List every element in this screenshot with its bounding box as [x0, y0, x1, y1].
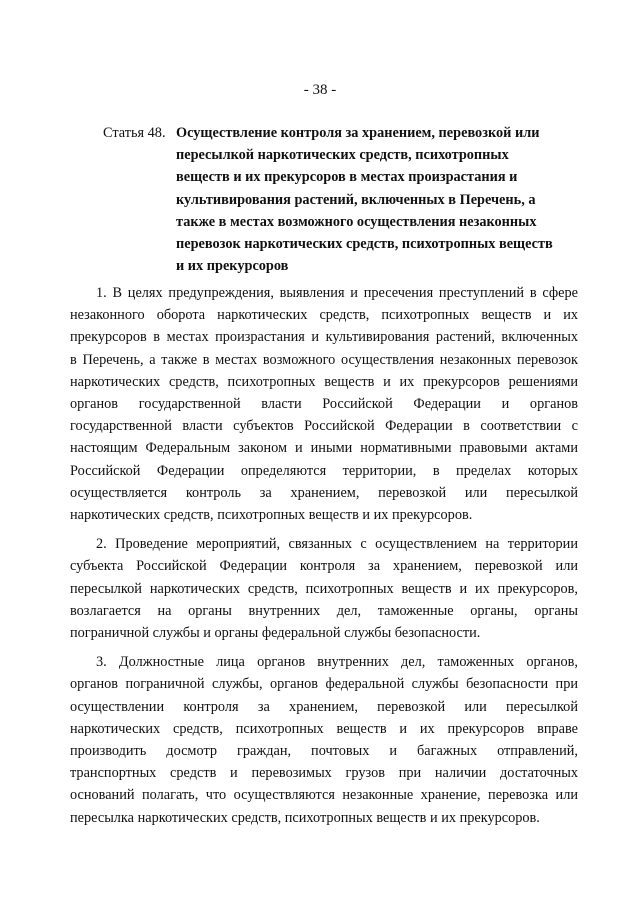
- paragraph-line: 2. Проведение мероприятий, связанных с осуществлением на территории: [96, 536, 578, 553]
- paragraph-line: 1. В целях предупреждения, выявления и пресечения преступлений в сфере: [96, 285, 578, 301]
- paragraph-line: органов пограничной службы, органов федеральной службы безопасности при: [70, 676, 578, 693]
- paragraph-line: возлагается на органы внутренних дел, таможенные органы, органы: [70, 602, 578, 619]
- paragraph-line: государственной власти субъектов Российской Федерации в соответствии с: [70, 418, 578, 435]
- paragraph-line: пересылкой наркотических средств, психотропных веществ и их прекурсоров,: [70, 580, 578, 597]
- paragraph-line: Российской Федерации определяются территории, в пределах которых: [70, 462, 578, 479]
- paragraph-line: настоящим Федеральным законом и иными нормативными правовыми актами: [70, 440, 578, 457]
- paragraph-line: прекурсоров в местах произрастания и культивирования растений, включенных: [70, 329, 578, 346]
- paragraph-line: осуществляется контроль за хранением, перевозкой или пересылкой: [70, 484, 578, 501]
- paragraph-line: транспортных средств и перевозимых грузов при наличии достаточных: [70, 765, 578, 782]
- article-title: [176, 122, 553, 277]
- paragraph-line: субъекта Российской Федерации контроля за хранением, перевозкой или: [70, 558, 578, 575]
- paragraph-line: наркотических средств, психотропных веществ и их прекурсоров решениями: [70, 373, 578, 390]
- article-title-line: Осуществление контроля за хранением, перевозкой или: [176, 125, 540, 141]
- paragraph-line: пограничной службы и органы федеральной службы безопасности.: [70, 625, 481, 642]
- article-title-line: перевозок наркотических средств, психотропных веществ: [176, 236, 553, 253]
- paragraph-2: [70, 533, 578, 644]
- page-number: - 38 -: [303, 82, 337, 98]
- article-body: [70, 282, 578, 836]
- article-title-line: также в местах возможного осуществления незаконных: [176, 213, 537, 230]
- paragraph-line: наркотических средств, психотропных веществ и их прекурсоров вправе: [70, 720, 578, 737]
- article-title-line: веществ и их прекурсоров в местах произрастания и: [176, 169, 518, 186]
- article-title-line: и их прекурсоров: [176, 258, 289, 275]
- paragraph-line: незаконного оборота наркотических средств, психотропных веществ и их: [70, 307, 578, 324]
- article-label: Статья 48.: [103, 125, 166, 141]
- paragraph-line: органов государственной власти Российской Федерации и органов: [70, 396, 578, 413]
- paragraph-3: [70, 651, 578, 829]
- paragraph-line: 3. Должностные лица органов внутренних дел, таможенных органов,: [96, 654, 578, 671]
- paragraph-line: пересылка наркотических средств, психотропных веществ и их прекурсоров.: [70, 809, 540, 826]
- article-title-line: культивирования растений, включенных в Перечень, а: [176, 191, 536, 208]
- paragraph-line: производить досмотр граждан, почтовых и багажных отправлений,: [70, 743, 578, 760]
- paragraph-line: наркотических средств, психотропных веществ и их прекурсоров.: [70, 507, 473, 524]
- paragraph-1: [70, 282, 578, 526]
- paragraph-line: осуществлении контроля за хранением, перевозкой или пересылкой: [70, 698, 578, 715]
- article-title-line: пересылкой наркотических средств, психотропных: [176, 147, 509, 164]
- paragraph-line: оснований полагать, что осуществляются незаконные хранение, перевозка или: [70, 787, 578, 804]
- paragraph-line: в Перечень, а также в местах возможного осуществления незаконных перевозок: [70, 351, 578, 368]
